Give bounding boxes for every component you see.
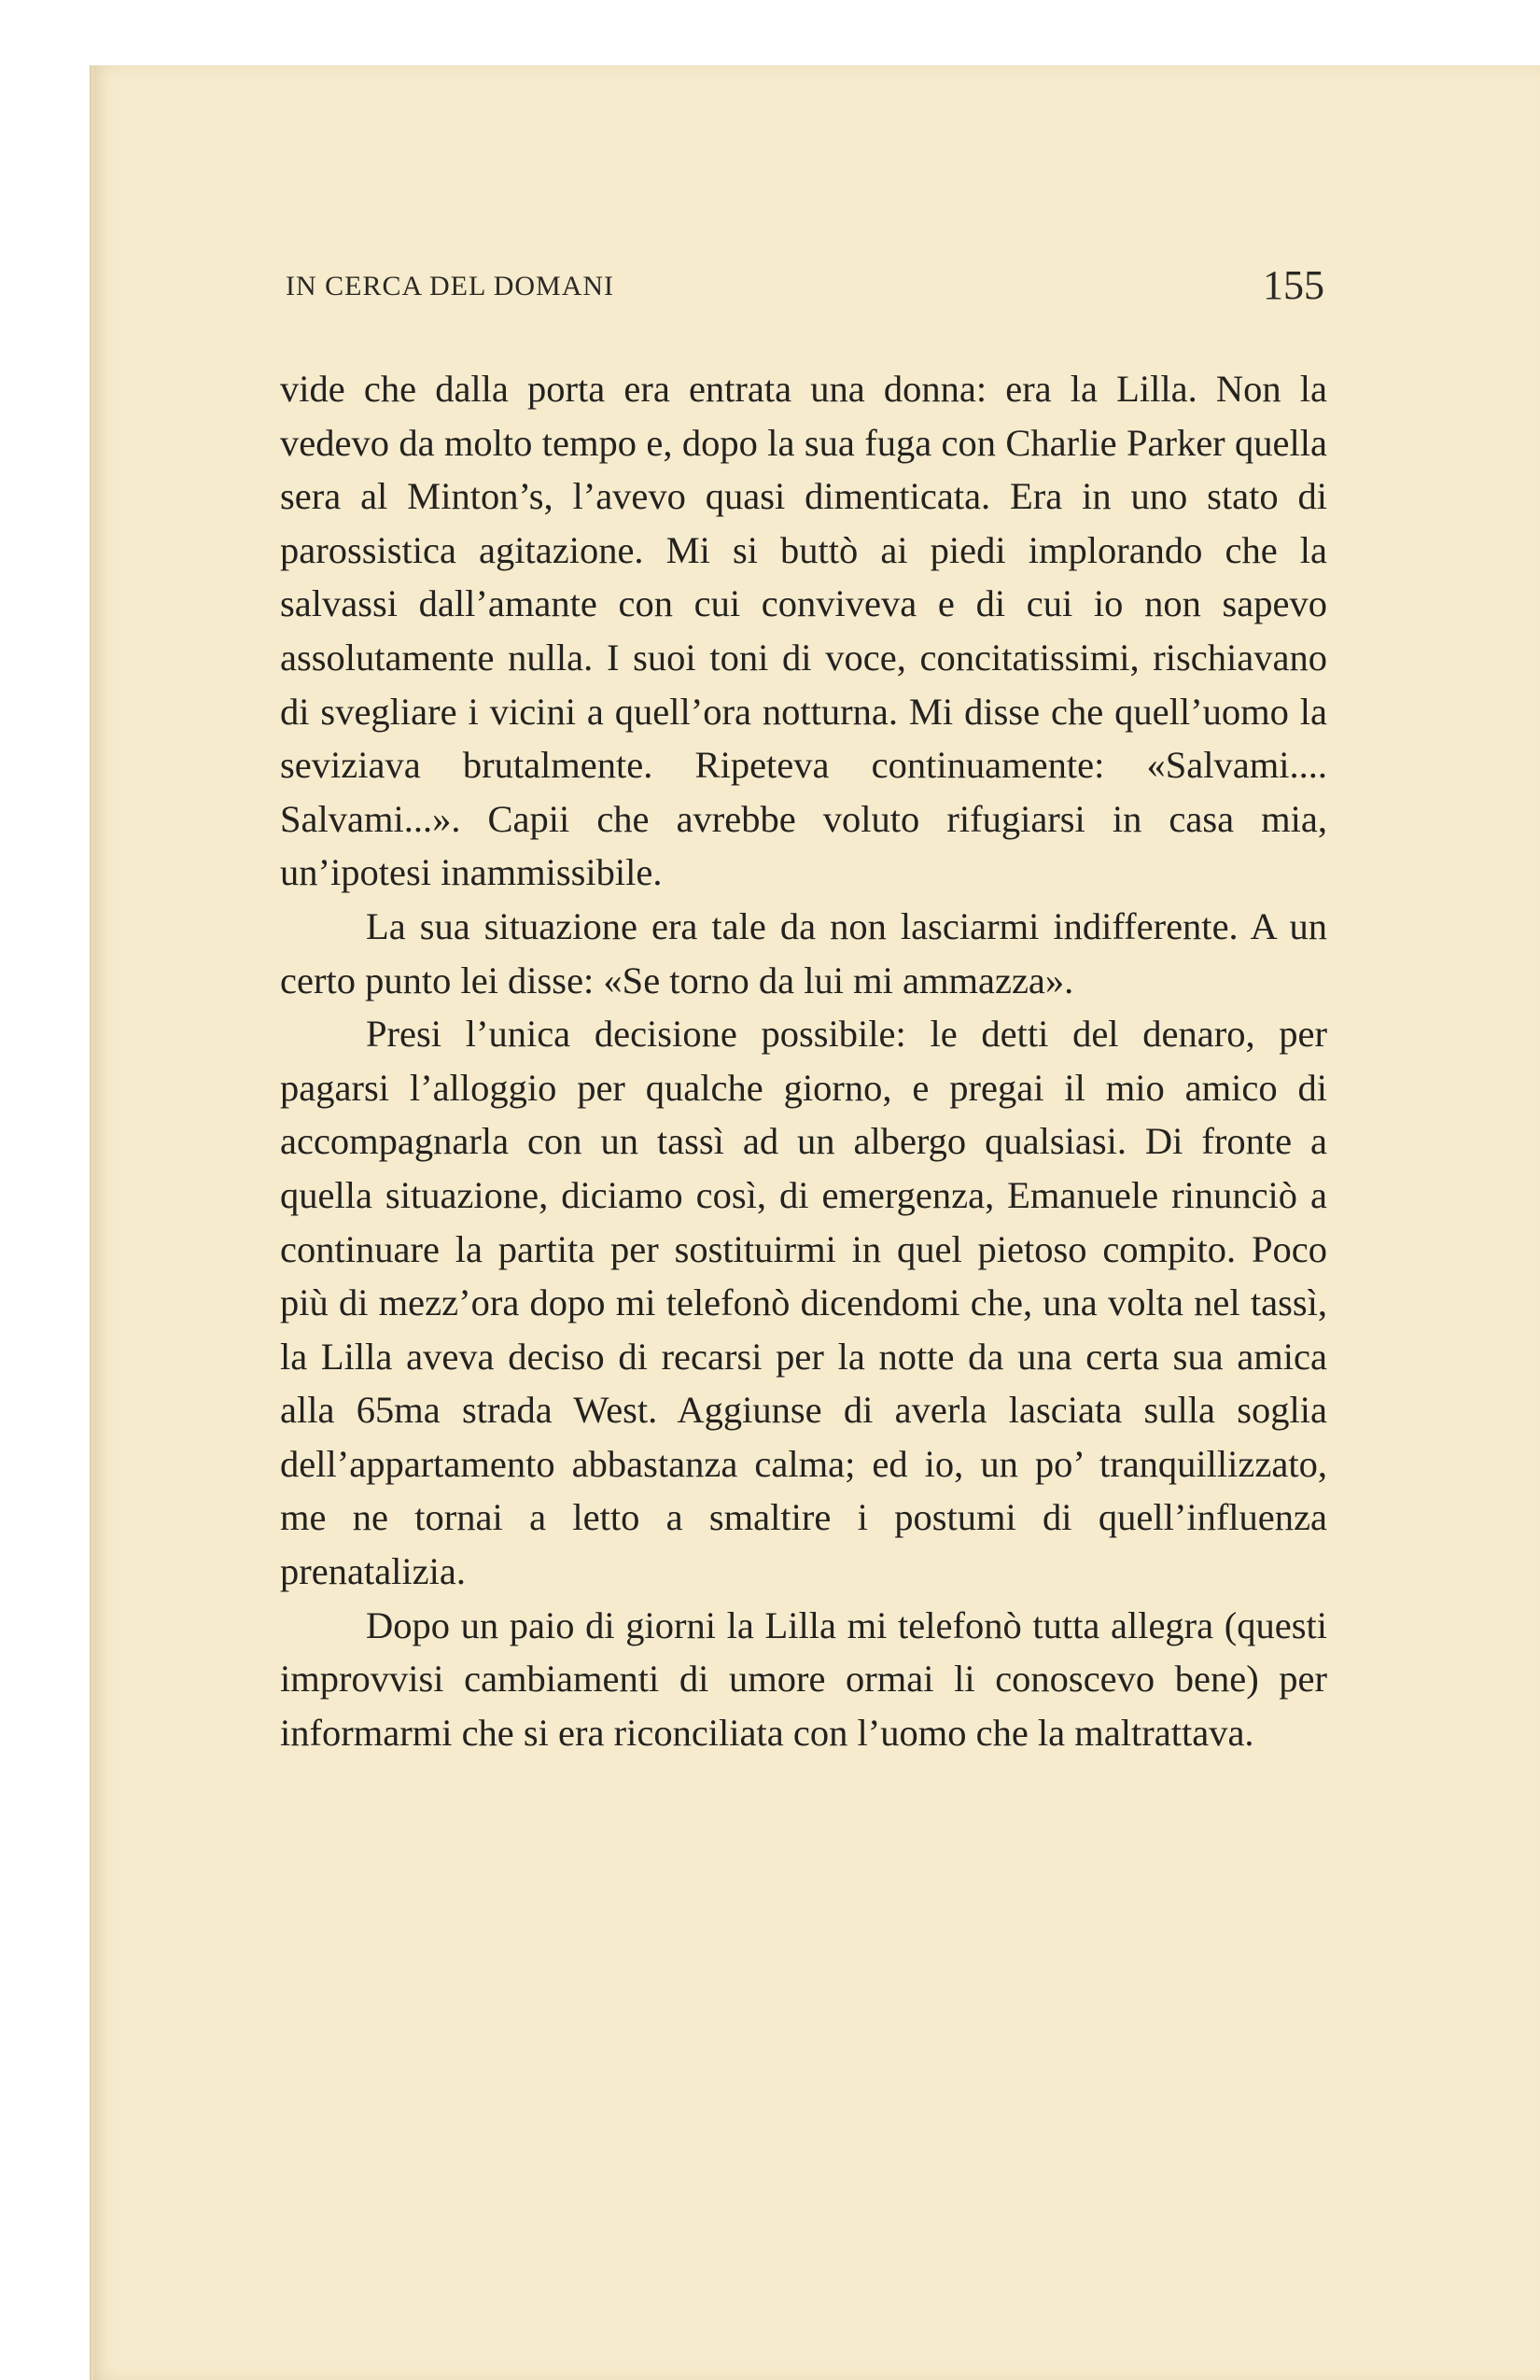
body-text <box>280 362 1327 1759</box>
paragraph-2: La sua situazione era tale da non lasciarmi indifferente. A un certo punto lei disse: «Se torno da lui mi ammazza». <box>280 904 1327 1001</box>
running-title: IN CERCA DEL DOMANI <box>286 271 615 301</box>
paragraph-1: vide che dalla porta era entrata una donna: era la Lilla. Non la vedevo da molto tempo e, dopo la sua fuga con Charlie Parker quella sera al Minton’s, l’avevo quasi dimenticata. Era in uno stato di parossistica agitazione. Mi si buttò ai piedi implorando che la salvassi dall’amante con cui conviveva e di cui io non sapevo assolutamente nulla. I suoi toni di voce, concitatissimi, rischiavano di svegliare i vicini a quell’ora notturna. Mi disse che quell’uomo la seviziava brutalmente. Ripeteva continuamente: «Salvami.... Salvami...». Capii che avrebbe voluto rifugiarsi in casa mia, un’ipotesi inammissibile. <box>280 368 1327 894</box>
running-head <box>286 261 1336 317</box>
page-number: 155 <box>1263 262 1324 308</box>
paragraph-4: Dopo un paio di giorni la Lilla mi telefonò tutta allegra (questi improvvisi cambiamenti di umore ormai li conoscevo bene) per informarmi che si era riconciliata con l’uomo che la maltrattava. <box>280 1603 1327 1754</box>
page-binding-edge <box>90 65 93 2380</box>
paragraph-3: Presi l’unica decisione possibile: le detti del denaro, per pagarsi l’alloggio per qualche giorno, e pregai il mio amico di accompagnarla con un tassì ad un albergo qualsiasi. Di fronte a quella situazione, diciamo così, di emergenza, Emanuele rinunciò a continuare la partita per sostituirmi in quel pietoso compito. Poco più di mezz’ora dopo mi telefonò dicendomi che, una volta nel tassì, la Lilla aveva deciso di recarsi per la notte da una certa sua amica alla 65ma strada West. Aggiunse di averla lasciata sulla soglia dell’appartamento abbastanza calma; ed io, un po’ tranquillizzato, me ne tornai a letto a smaltire i postumi di quell’influenza prenatalizia. <box>280 1013 1327 1593</box>
